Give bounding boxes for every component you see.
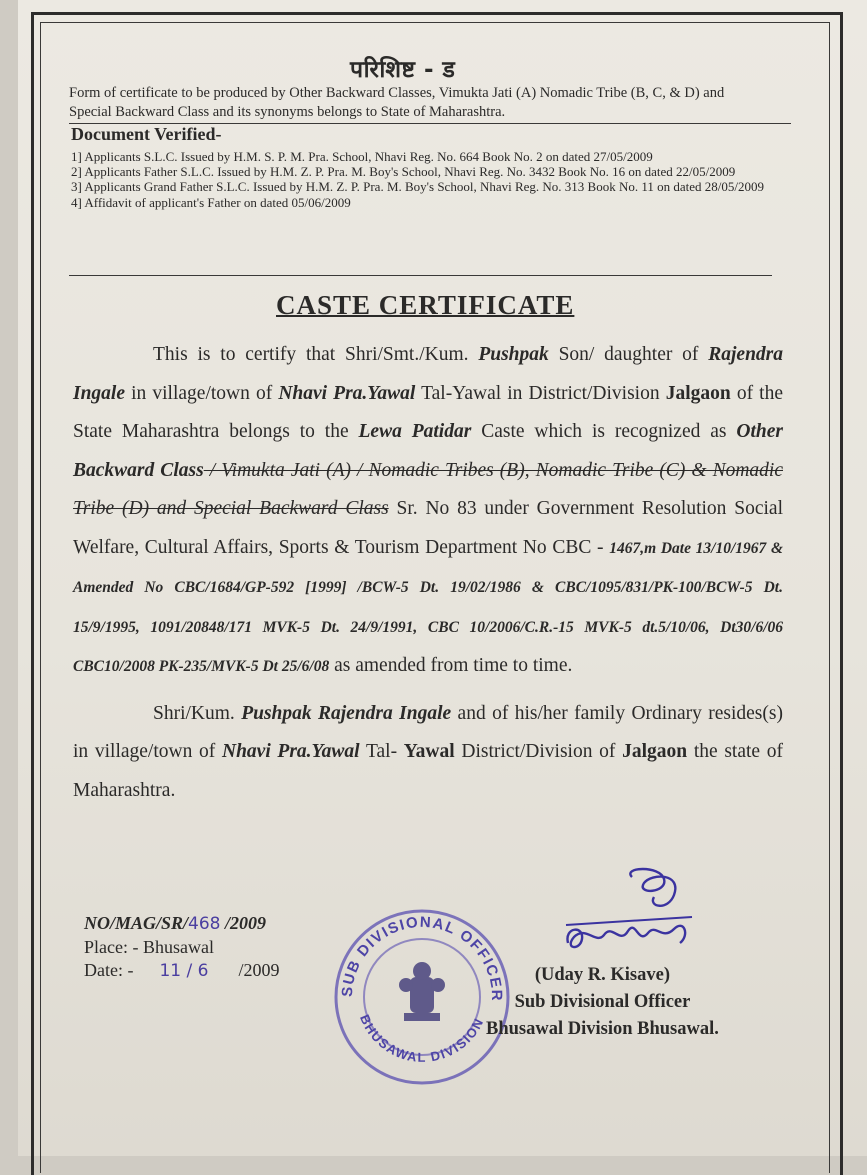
document-item: 3] Applicants Grand Father S.L.C. Issued by H.M. Z. P. Pra. M. Boy's School, Nhavi Reg. No. 313 Book No. 11 on dated 28/05/2009 (71, 179, 764, 195)
signing-officer-block (486, 962, 719, 1043)
document-item: 4] Affidavit of applicant's Father on dated 05/06/2009 (71, 194, 351, 210)
officer-signature-icon (562, 865, 702, 965)
applicant-full-name: Pushpak Rajendra Ingale (241, 702, 452, 724)
residence-taluka: Yawal (403, 741, 455, 762)
residence-district: Jalgaon (622, 741, 688, 762)
documents-divider (69, 275, 772, 276)
father-name: Rajendra Ingale (73, 344, 783, 404)
seal-ring-bottom-text: BHUSAWAL DIVISION (357, 1012, 487, 1065)
certificate-paragraph-2: Shri/Kum. Pushpak Rajendra Ingale and of his/her family Ordinary resides(s) in village/town of Nhavi Pra.Yawal Tal- Yawal District/Division of Jalgaon the state of Maharashtra. (73, 702, 784, 801)
officer-office: Bhusawal Division Bhusawal. (486, 1019, 719, 1039)
certificate-paragraph-1: This is to certify that Shri/Smt./Kum. Pushpak Son/ daughter of Rajendra Ingale in village/town of Nhavi Pra.Yawal Tal-Yawal in District/Division Jalgaon of the State Maharashtra belongs to the Lewa Patidar Caste which is recognized as Other Backward Class / Vimukta Jati (A) / Nomadic Tribes (B), Nomadic Tribe (C) & Nomadic Tribe (D) and Special Backward Class Sr. No 83 under Government Resolution Social Welfare, Cultural Affairs, Sports & Tourism Department No CBC - 1467,m Date 13/10/1967 & Amended No CBC/1684/GP-592 [1999] /BCW-5 Dt. 19/02/1986 & CBC/1095/831/PK-100/BCW-5 Dt. 15/9/1995, 1091/20848/171 MVK-5 Dt. 24/9/1991, CBC 10/2006/C.R.-15 MVK-5 dt.5/10/06, Dt30/6/06 CBC10/2008 PK-235/MVK-5 Dt 25/6/08 as amended from time to time. (73, 344, 784, 676)
place-line: Place: - Bhusawal (84, 937, 214, 957)
residence-village: Nhavi Pra.Yawal (221, 741, 360, 762)
seal-ring-text: SUB DIVISIONAL OFFICER (338, 913, 506, 1003)
district-name: Jalgaon (665, 382, 731, 404)
resolution-reference: 1467,m Date 13/10/1967 & Amended No CBC/1684/GP-592 [1999] /BCW-5 Dt. 19/02/1986 & CBC/1095/831/PK-100/BCW-5 Dt. 15/9/1995, 1091/20848/171 MVK-5 Dt. 24/9/1991, CBC 10/2006/C.R.-15 MVK-5 dt.5/10/06, Dt30/6/06 CBC10/2008 PK-235/MVK-5 Dt 25/6/08 (73, 539, 784, 675)
annexure-heading: परिशिष्ट - ड (350, 57, 456, 83)
certificate-title: CASTE CERTIFICATE (276, 290, 575, 320)
applicant-name: Pushpak (478, 344, 549, 365)
officer-title: Sub Divisional Officer (514, 992, 691, 1012)
date-line: Date: - 11 / 6 /2009 (84, 960, 280, 981)
handwritten-date: 11 / 6 (159, 961, 209, 981)
document-item: 2] Applicants Father S.L.C. Issued by H.M. Z. P. Pra. M. Boy's School, Nhavi Reg. No. 3432 Book No. 16 on dated 22/05/2009 (71, 164, 736, 180)
document-item: 1] Applicants S.L.C. Issued by H.M. S. P. M. Pra. School, Nhavi Reg. No. 664 Book No. 2 on dated 27/05/2009 (71, 149, 653, 164)
village-name: Nhavi Pra.Yawal (278, 382, 416, 404)
certificate-reference-block (84, 912, 279, 983)
handwritten-number: 468 (188, 914, 221, 934)
officer-name: (Uday R. Kisave) (534, 965, 671, 985)
caste-name: Lewa Patidar (358, 421, 472, 442)
caste-category: Other Backward Class (73, 421, 783, 481)
documents-heading: Document Verified- (71, 124, 222, 144)
form-note: Form of certificate to be produced by Other Backward Classes, Vimukta Jati (A) Nomadic Tribe (B, C, & D) and Special Backward Class and its synonyms belongs to State of Maharashtra. (69, 85, 725, 120)
certificate-number: NO/MAG/SR/468 /2009 (84, 913, 266, 934)
struck-categories: / Vimukta Jati (A) / Nomadic Tribes (B), Nomadic Tribe (C) & Nomadic Tribe (D) and Special Backward Class (73, 459, 783, 519)
certificate-body (73, 336, 783, 810)
documents-list (71, 149, 771, 210)
